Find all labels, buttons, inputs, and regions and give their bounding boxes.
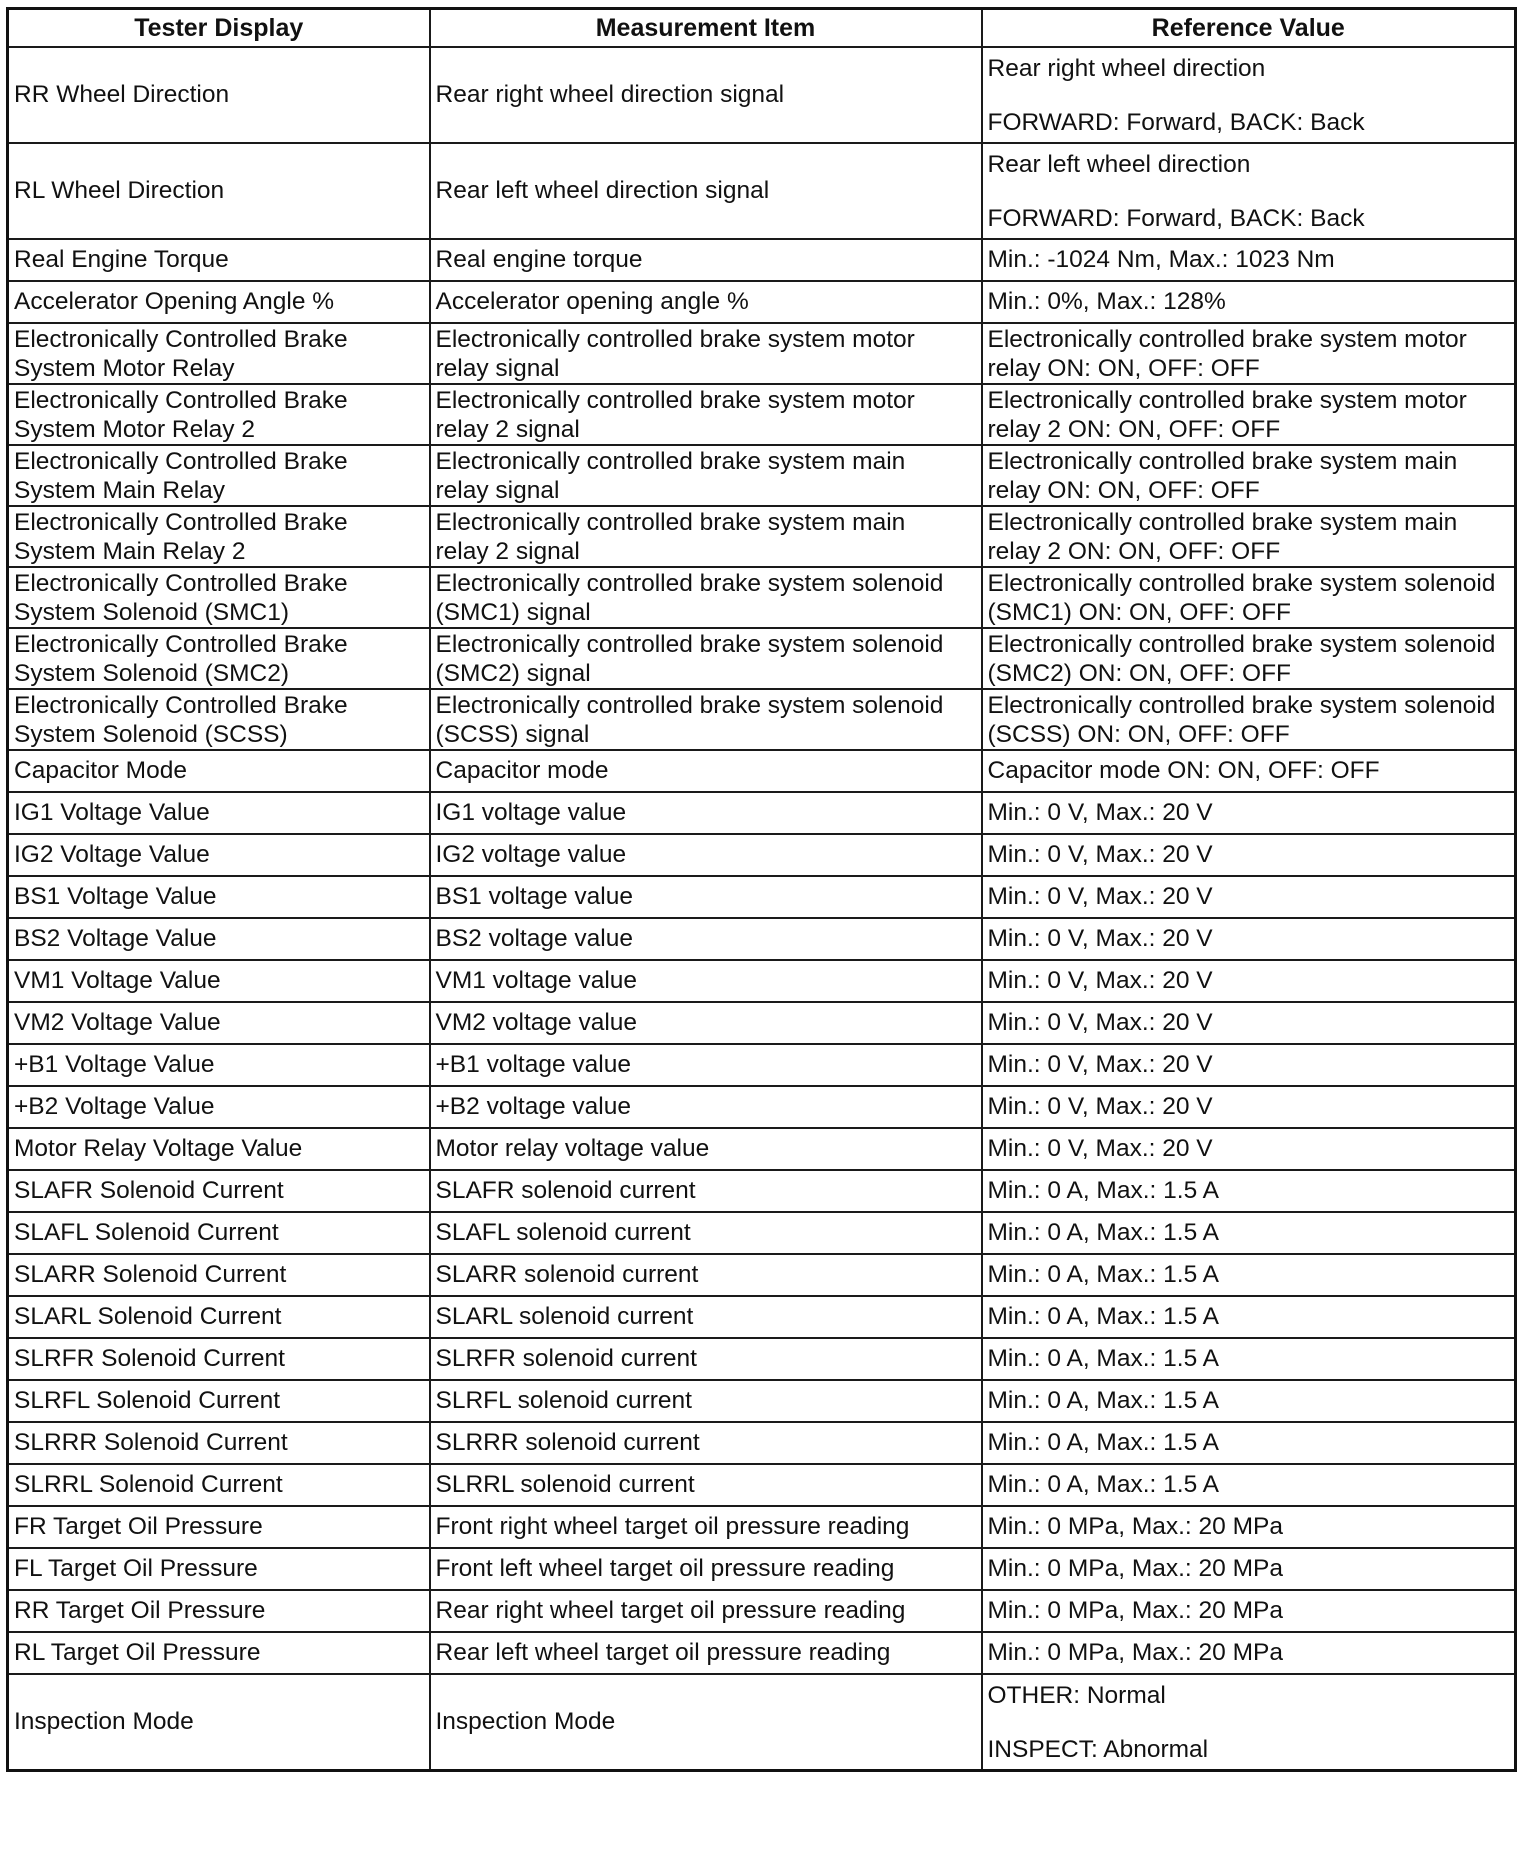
reference-value-line: Capacitor mode ON: ON, OFF: OFF: [987, 757, 1380, 784]
reference-value-line: Min.: 0 V, Max.: 20 V: [987, 967, 1213, 994]
table-row: [8, 876, 1516, 918]
table-row: [8, 834, 1516, 876]
reference-value-line: Min.: 0 A, Max.: 1.5 A: [987, 1387, 1219, 1414]
measurement-item-cell: IG2 voltage value: [430, 834, 982, 876]
reference-value-cell: [982, 1044, 1516, 1086]
reference-value-line: Min.: 0 A, Max.: 1.5 A: [987, 1219, 1219, 1246]
reference-value-line: Electronically controlled brake system motor relay 2 ON: ON, OFF: OFF: [987, 386, 1467, 443]
table-row: [8, 1464, 1516, 1506]
tester-display-cell: Electronically Controlled Brake System Solenoid (SCSS): [8, 689, 430, 750]
table-row: [8, 628, 1516, 689]
header-row: [8, 9, 1516, 48]
measurement-item-cell: Real engine torque: [430, 239, 982, 281]
reference-value-line: Rear right wheel direction: [987, 54, 1266, 82]
reference-value-cell: [982, 506, 1516, 567]
table-row: [8, 1212, 1516, 1254]
table-row: [8, 445, 1516, 506]
tester-display-cell: SLAFR Solenoid Current: [8, 1170, 430, 1212]
reference-value-cell: [982, 1422, 1516, 1464]
measurement-item-cell: +B2 voltage value: [430, 1086, 982, 1128]
tester-display-cell: Electronically Controlled Brake System Solenoid (SMC2): [8, 628, 430, 689]
reference-value-line: Min.: 0 V, Max.: 20 V: [987, 925, 1213, 952]
table-body: [8, 47, 1516, 1771]
reference-value-line: Min.: 0 MPa, Max.: 20 MPa: [987, 1597, 1283, 1624]
table-row: [8, 1044, 1516, 1086]
reference-value-line: Min.: -1024 Nm, Max.: 1023 Nm: [987, 246, 1335, 273]
measurement-item-cell: BS1 voltage value: [430, 876, 982, 918]
measurement-item-cell: IG1 voltage value: [430, 792, 982, 834]
line-gap: [988, 1709, 1510, 1736]
measurement-item-cell: Front right wheel target oil pressure reading: [430, 1506, 982, 1548]
reference-value-line: Electronically controlled brake system motor relay ON: ON, OFF: OFF: [987, 325, 1467, 382]
reference-value-cell: [982, 689, 1516, 750]
tester-display-cell: Electronically Controlled Brake System Main Relay: [8, 445, 430, 506]
measurement-item-cell: Electronically controlled brake system main relay signal: [430, 445, 982, 506]
tester-display-cell: SLARR Solenoid Current: [8, 1254, 430, 1296]
tester-display-cell: SLARL Solenoid Current: [8, 1296, 430, 1338]
reference-value-line: Electronically controlled brake system main relay ON: ON, OFF: OFF: [987, 447, 1458, 504]
table-row: [8, 1506, 1516, 1548]
measurement-item-cell: Electronically controlled brake system motor relay signal: [430, 323, 982, 384]
reference-value-line: Rear left wheel direction: [987, 150, 1251, 178]
tester-display-cell: Real Engine Torque: [8, 239, 430, 281]
table-row: [8, 1380, 1516, 1422]
reference-value-cell: [982, 47, 1516, 143]
measurement-item-cell: Rear left wheel direction signal: [430, 143, 982, 239]
reference-value-cell: [982, 1548, 1516, 1590]
reference-value-cell: [982, 1212, 1516, 1254]
reference-value-cell: [982, 1380, 1516, 1422]
tester-display-cell: IG2 Voltage Value: [8, 834, 430, 876]
measurement-item-cell: SLARL solenoid current: [430, 1296, 982, 1338]
tester-display-cell: RR Target Oil Pressure: [8, 1590, 430, 1632]
measurement-item-cell: BS2 voltage value: [430, 918, 982, 960]
tester-display-cell: SLRFR Solenoid Current: [8, 1338, 430, 1380]
reference-value-line: Min.: 0 V, Max.: 20 V: [987, 1093, 1213, 1120]
reference-value-cell: [982, 1086, 1516, 1128]
reference-value-cell: [982, 1632, 1516, 1674]
reference-value-line: Min.: 0 V, Max.: 20 V: [987, 799, 1213, 826]
reference-value-cell: [982, 750, 1516, 792]
reference-value-cell: [982, 384, 1516, 445]
table-row: [8, 323, 1516, 384]
table-row: [8, 1422, 1516, 1464]
measurement-item-cell: SLRRR solenoid current: [430, 1422, 982, 1464]
measurement-item-cell: Rear right wheel direction signal: [430, 47, 982, 143]
tester-display-cell: RR Wheel Direction: [8, 47, 430, 143]
tester-display-cell: Capacitor Mode: [8, 750, 430, 792]
measurement-item-cell: +B1 voltage value: [430, 1044, 982, 1086]
table-row: [8, 1296, 1516, 1338]
reference-value-cell: [982, 628, 1516, 689]
table-row: [8, 1338, 1516, 1380]
reference-value-line: Min.: 0 MPa, Max.: 20 MPa: [987, 1555, 1283, 1582]
table-row: [8, 384, 1516, 445]
measurement-item-cell: VM1 voltage value: [430, 960, 982, 1002]
tester-display-cell: SLRRL Solenoid Current: [8, 1464, 430, 1506]
reference-value-line: Min.: 0 MPa, Max.: 20 MPa: [987, 1639, 1283, 1666]
reference-value-cell: [982, 1674, 1516, 1771]
reference-value-line: Min.: 0 V, Max.: 20 V: [987, 1135, 1213, 1162]
reference-value-cell: [982, 1506, 1516, 1548]
reference-value-cell: [982, 1590, 1516, 1632]
measurement-item-cell: SLRRL solenoid current: [430, 1464, 982, 1506]
table-row: [8, 792, 1516, 834]
table-row: [8, 143, 1516, 239]
reference-value-line: Min.: 0 V, Max.: 20 V: [987, 883, 1213, 910]
reference-value-cell: [982, 1254, 1516, 1296]
reference-table: [6, 7, 1517, 1772]
tester-display-cell: Electronically Controlled Brake System Solenoid (SMC1): [8, 567, 430, 628]
reference-value-line: Min.: 0 A, Max.: 1.5 A: [987, 1261, 1219, 1288]
measurement-item-cell: Electronically controlled brake system solenoid (SMC1) signal: [430, 567, 982, 628]
measurement-item-cell: SLRFR solenoid current: [430, 1338, 982, 1380]
table-row: [8, 239, 1516, 281]
tester-display-cell: FL Target Oil Pressure: [8, 1548, 430, 1590]
table-row: [8, 1674, 1516, 1771]
tester-display-cell: RL Target Oil Pressure: [8, 1632, 430, 1674]
table-row: [8, 750, 1516, 792]
tester-display-cell: Electronically Controlled Brake System Main Relay 2: [8, 506, 430, 567]
reference-value-line: Electronically controlled brake system solenoid (SCSS) ON: ON, OFF: OFF: [987, 691, 1496, 748]
tester-display-cell: Inspection Mode: [8, 1674, 430, 1771]
tester-display-cell: +B1 Voltage Value: [8, 1044, 430, 1086]
reference-value-cell: [982, 834, 1516, 876]
reference-value-line: Min.: 0 A, Max.: 1.5 A: [987, 1429, 1219, 1456]
table-row: [8, 1254, 1516, 1296]
reference-value-line: Min.: 0 A, Max.: 1.5 A: [987, 1345, 1219, 1372]
reference-value-line: INSPECT: Abnormal: [987, 1735, 1209, 1763]
reference-value-cell: [982, 143, 1516, 239]
reference-value-line: FORWARD: Forward, BACK: Back: [987, 204, 1365, 232]
reference-value-line: Min.: 0 V, Max.: 20 V: [987, 1009, 1213, 1036]
reference-value-cell: [982, 1170, 1516, 1212]
reference-value-cell: [982, 445, 1516, 506]
measurement-item-cell: Rear right wheel target oil pressure reading: [430, 1590, 982, 1632]
reference-value-cell: [982, 567, 1516, 628]
measurement-item-cell: SLAFR solenoid current: [430, 1170, 982, 1212]
reference-value-cell: [982, 876, 1516, 918]
table-row: [8, 506, 1516, 567]
measurement-item-cell: Electronically controlled brake system motor relay 2 signal: [430, 384, 982, 445]
tester-display-cell: SLRRR Solenoid Current: [8, 1422, 430, 1464]
reference-value-cell: [982, 323, 1516, 384]
reference-value-line: Min.: 0 MPa, Max.: 20 MPa: [987, 1513, 1283, 1540]
table-row: [8, 1002, 1516, 1044]
header-tester-display: Tester Display: [8, 9, 430, 48]
line-gap: [988, 82, 1510, 109]
measurement-item-cell: Inspection Mode: [430, 1674, 982, 1771]
reference-value-line: Min.: 0%, Max.: 128%: [987, 288, 1226, 315]
tester-display-cell: BS1 Voltage Value: [8, 876, 430, 918]
reference-value-cell: [982, 239, 1516, 281]
measurement-item-cell: Capacitor mode: [430, 750, 982, 792]
tester-display-cell: IG1 Voltage Value: [8, 792, 430, 834]
tester-display-cell: Electronically Controlled Brake System Motor Relay 2: [8, 384, 430, 445]
table-row: [8, 960, 1516, 1002]
tester-display-cell: BS2 Voltage Value: [8, 918, 430, 960]
table-row: [8, 1590, 1516, 1632]
reference-value-cell: [982, 1338, 1516, 1380]
line-gap: [988, 178, 1510, 205]
table-row: [8, 567, 1516, 628]
reference-value-line: Min.: 0 A, Max.: 1.5 A: [987, 1177, 1219, 1204]
reference-value-line: Min.: 0 A, Max.: 1.5 A: [987, 1471, 1219, 1498]
table-row: [8, 1128, 1516, 1170]
measurement-item-cell: Rear left wheel target oil pressure reading: [430, 1632, 982, 1674]
reference-value-cell: [982, 1464, 1516, 1506]
tester-display-cell: SLRFL Solenoid Current: [8, 1380, 430, 1422]
reference-value-line: Min.: 0 V, Max.: 20 V: [987, 841, 1213, 868]
reference-value-line: Electronically controlled brake system main relay 2 ON: ON, OFF: OFF: [987, 508, 1458, 565]
reference-value-cell: [982, 960, 1516, 1002]
measurement-item-cell: SLAFL solenoid current: [430, 1212, 982, 1254]
measurement-item-cell: SLRFL solenoid current: [430, 1380, 982, 1422]
reference-value-cell: [982, 1002, 1516, 1044]
measurement-item-cell: Front left wheel target oil pressure reading: [430, 1548, 982, 1590]
measurement-item-cell: Accelerator opening angle %: [430, 281, 982, 323]
measurement-item-cell: VM2 voltage value: [430, 1002, 982, 1044]
tester-display-cell: Motor Relay Voltage Value: [8, 1128, 430, 1170]
measurement-item-cell: Electronically controlled brake system solenoid (SMC2) signal: [430, 628, 982, 689]
reference-value-line: OTHER: Normal: [987, 1681, 1166, 1709]
tester-display-cell: Accelerator Opening Angle %: [8, 281, 430, 323]
measurement-item-cell: Electronically controlled brake system main relay 2 signal: [430, 506, 982, 567]
reference-value-line: Min.: 0 A, Max.: 1.5 A: [987, 1303, 1219, 1330]
header-reference-value: Reference Value: [982, 9, 1516, 48]
tester-display-cell: +B2 Voltage Value: [8, 1086, 430, 1128]
measurement-item-cell: Electronically controlled brake system solenoid (SCSS) signal: [430, 689, 982, 750]
reference-value-cell: [982, 792, 1516, 834]
measurement-item-cell: SLARR solenoid current: [430, 1254, 982, 1296]
tester-display-cell: Electronically Controlled Brake System Motor Relay: [8, 323, 430, 384]
reference-value-cell: [982, 1296, 1516, 1338]
reference-value-cell: [982, 918, 1516, 960]
measurement-item-cell: Motor relay voltage value: [430, 1128, 982, 1170]
table-row: [8, 1170, 1516, 1212]
header-measurement-item: Measurement Item: [430, 9, 982, 48]
table-row: [8, 689, 1516, 750]
table-row: [8, 918, 1516, 960]
table-row: [8, 47, 1516, 143]
tester-display-cell: RL Wheel Direction: [8, 143, 430, 239]
table-row: [8, 1632, 1516, 1674]
reference-value-cell: [982, 1128, 1516, 1170]
table-row: [8, 1548, 1516, 1590]
reference-value-line: Electronically controlled brake system solenoid (SMC2) ON: ON, OFF: OFF: [987, 630, 1496, 687]
reference-value-line: Electronically controlled brake system solenoid (SMC1) ON: ON, OFF: OFF: [987, 569, 1496, 626]
reference-value-line: FORWARD: Forward, BACK: Back: [987, 108, 1365, 136]
tester-display-cell: SLAFL Solenoid Current: [8, 1212, 430, 1254]
table-row: [8, 281, 1516, 323]
reference-value-cell: [982, 281, 1516, 323]
tester-display-cell: VM2 Voltage Value: [8, 1002, 430, 1044]
tester-display-cell: VM1 Voltage Value: [8, 960, 430, 1002]
table-row: [8, 1086, 1516, 1128]
tester-display-cell: FR Target Oil Pressure: [8, 1506, 430, 1548]
reference-value-line: Min.: 0 V, Max.: 20 V: [987, 1051, 1213, 1078]
